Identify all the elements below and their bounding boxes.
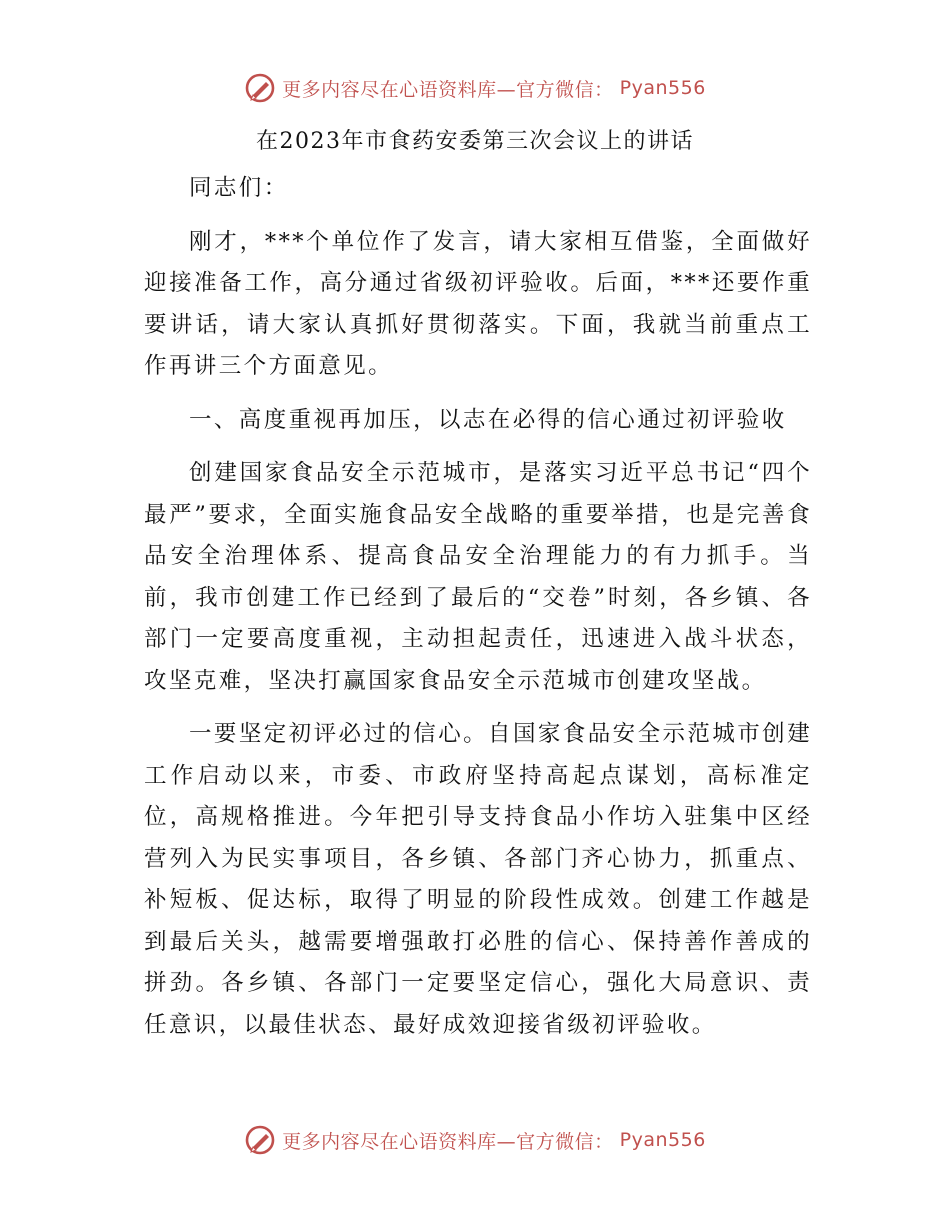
greeting: 同志们： (189, 175, 289, 201)
header-watermark (0, 72, 950, 104)
body-paragraph: 一要坚定初评必过的信心。自国家食品安全示范城市创建工作启动以来，市委、市政府坚持高起点谋划，高标准定位，高规格推进。今年把引导支持食品小作坊入驻集中区经营列入为民实事项目，各乡镇、各部门齐心协力，抓重点、补短板、促达标，取得了明显的阶段性成效。创建工作越是到最后关头，越需要增强敢打必胜的信心、保持善作善成的拼劲。各乡镇、各部门一定要坚定信心，强化大局意识、责任意识，以最佳状态、最好成效迎接省级初评验收。 (144, 721, 812, 1038)
document-body (144, 168, 812, 1058)
watermark-wechat-id: Pyan556 (619, 77, 706, 99)
section-heading: 一、高度重视再加压，以志在必得的信心通过初评验收 (189, 406, 787, 433)
pen-logo-icon (244, 1124, 276, 1156)
footer-watermark (0, 1124, 950, 1156)
watermark-text: 更多内容尽在心语资料库—官方微信： (282, 1130, 614, 1153)
document-title: 在2023年市食药安委第三次会议上的讲话 (256, 129, 694, 154)
body-paragraph: 刚才，***个单位作了发言，请大家相互借鉴，全面做好迎接准备工作，高分通过省级初评验收。后面，***还要作重要讲话，请大家认真抓好贯彻落实。下面，我就当前重点工作再讲三个方面意见。 (144, 228, 812, 379)
body-paragraph: 创建国家食品安全示范城市，是落实习近平总书记“四个最严”要求，全面实施食品安全战略的重要举措，也是完善食品安全治理体系、提高食品安全治理能力的有力抓手。当前，我市创建工作已经到了最后的“交卷”时刻，各乡镇、各部门一定要高度重视，主动担起责任，迅速进入战斗状态，攻坚克难，坚决打赢国家食品安全示范城市创建攻坚战。 (144, 460, 812, 694)
watermark-wechat-id: Pyan556 (619, 1129, 706, 1151)
pen-logo-icon (244, 72, 276, 104)
watermark-text: 更多内容尽在心语资料库—官方微信： (282, 78, 614, 101)
